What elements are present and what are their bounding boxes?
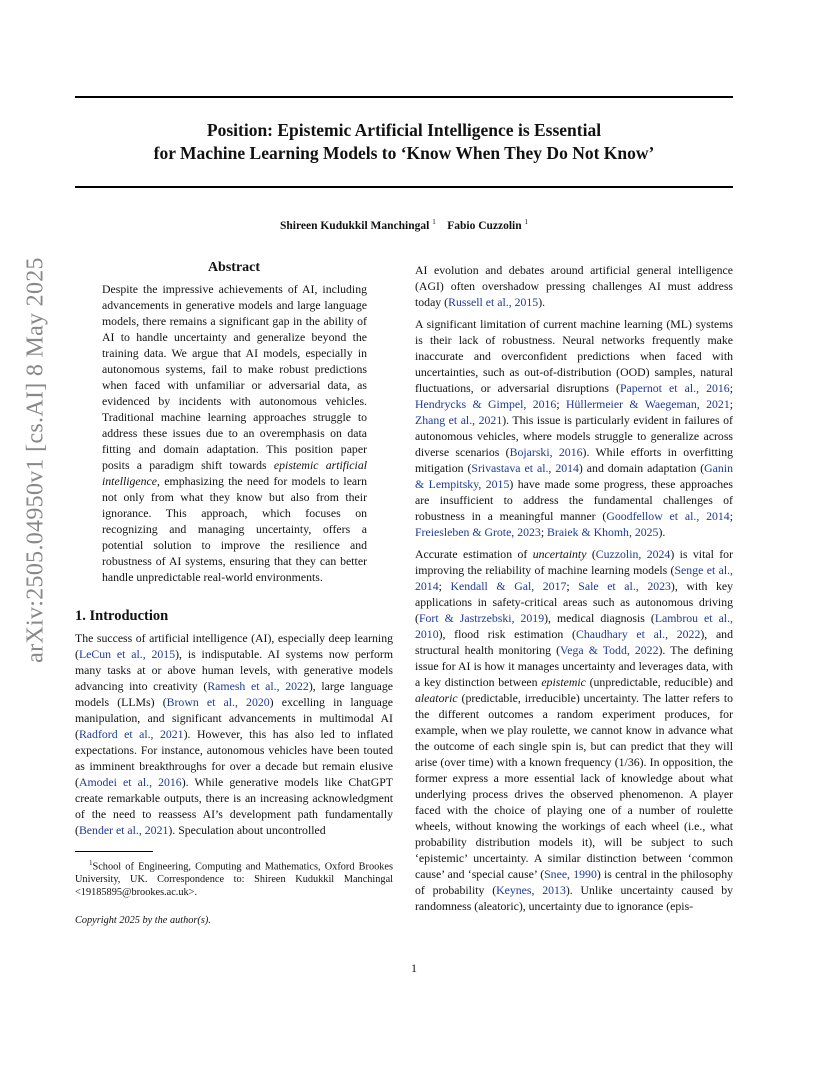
author-list <box>75 218 733 232</box>
text-run: ). <box>538 295 546 309</box>
author-name: Shireen Kudukkil Manchingal <box>279 219 430 232</box>
author-affiliation-mark: 1 <box>524 218 529 226</box>
emphasis: epistemic <box>541 675 586 689</box>
citation-link[interactable]: Srivastava et al., 2014 <box>471 461 579 475</box>
body-paragraph <box>415 262 733 310</box>
citation-link[interactable]: Freiesleben & Grote, 2023 <box>415 525 541 539</box>
citation-link[interactable]: Keynes, 2013 <box>496 883 566 897</box>
citation-link[interactable]: Hendrycks & Gimpel, 2016 <box>415 397 557 411</box>
text-run: ; <box>729 381 733 395</box>
citation-link[interactable]: Cuzzolin, 2024 <box>595 547 671 561</box>
text-run: ). Unlike uncertainty caused by randomness (aleatoric), uncertainty due to ignorance (epis- <box>415 883 733 913</box>
text-run: (predictable, irreducible) uncertainty. The latter refers to the different outcomes a random experiment produces, for example, when we play roulette, we cannot know in advance what the outcome of each single spin is, but can predict that they will arise (over time) with a known frequency (1/36). In opposition, the former express a more essential lack of knowledge about what underlying process drives the observed phenomenon. A player faced with the choice of playing one of a number of roulette wheels, without knowing the workings of each wheel (i.e., what probability distribution models it), will be subject to such ‘epistemic’ uncertainty. A similar distinction between ‘common cause’ and ‘special cause’ ( <box>415 691 733 881</box>
citation-link[interactable]: Goodfellow et al., 2014 <box>606 509 730 523</box>
text-run: ; <box>566 579 579 593</box>
paper-title <box>75 119 733 165</box>
text-run: ; <box>729 397 734 411</box>
text-run: ), medical diagnosis ( <box>544 611 655 625</box>
citation-link[interactable]: Brown et al., 2020 <box>166 695 270 709</box>
citation-link[interactable]: Sale et al., 2023 <box>578 579 671 593</box>
left-column <box>75 260 393 926</box>
citation-link[interactable]: Fort & Jastrzebski, 2019 <box>418 611 545 625</box>
page-number: 1 <box>411 961 417 975</box>
text-run: ; <box>540 525 548 539</box>
citation-link[interactable]: Papernot et al., 2016 <box>619 381 730 395</box>
text-run: ; <box>556 397 566 411</box>
right-column <box>415 262 733 920</box>
abstract-text <box>102 281 367 585</box>
affiliation-footnote <box>75 857 393 899</box>
text-run: ). While generative models like ChatGPT create remarkable outputs, there is an increasing acknowledgment of the need to reassess AI’s development path fundamentally ( <box>75 775 393 837</box>
title-rule-bottom <box>75 186 733 188</box>
citation-link[interactable]: Lambrou et al., 2010 <box>415 611 733 641</box>
title-rule-top <box>75 96 733 98</box>
emphasis: aleatoric <box>415 691 458 705</box>
citation-link[interactable]: Ganin & Lempitsky, 2015 <box>415 461 733 491</box>
abstract-heading: Abstract <box>207 260 261 275</box>
citation-link[interactable]: Zhang et al., 2021 <box>415 413 503 427</box>
text-run: Accurate estimation of <box>415 547 533 561</box>
citation-link[interactable]: Radford et al., 2021 <box>78 727 184 741</box>
text-run: ) is central in the philosophy of probability ( <box>415 867 733 897</box>
citation-link[interactable]: Bender et al., 2021 <box>78 823 169 837</box>
citation-link[interactable]: Snee, 1990 <box>544 867 597 881</box>
text-run: The success of artificial intelligence (AI), especially deep learning ( <box>75 631 393 661</box>
text-run: ; <box>438 579 451 593</box>
text-run: ). The defining issue for AI is how it manages uncertainty and leverages data, with a key distinction between <box>415 643 733 689</box>
body-paragraph <box>415 316 733 540</box>
body-paragraph <box>415 546 733 914</box>
text-run: ). This issue is particularly evident in failures of autonomous vehicles, where models struggle to generalize across diverse scenarios ( <box>415 413 733 459</box>
footnote-separator <box>75 851 153 852</box>
arxiv-side-label: arXiv:2505.04950v1 [cs.AI] 8 May 2025 <box>22 257 49 663</box>
citation-link[interactable]: Braiek & Khomh, 2025 <box>547 525 659 539</box>
text-run: Despite the impressive achievements of AI, including advancements in generative models and large language models, there remains a significant gap in the ability of AI to handle uncertainty and generalize beyond the training data. We argue that AI models, especially in autonomous systems, fail to make robust predictions when faced with unfamiliar or adversarial data, as evidenced by incidents with autonomous vehicles. Traditional machine learning approaches struggle to address these issues due to an overemphasis on data fitting and domain adaptation. This position paper posits a paradigm shift towards <box>102 282 367 472</box>
text-run: ). However, this has also led to inflated expectations. For instance, autonomous vehicles have been touted as imminent breakthroughs for over a decade but remain elusive ( <box>75 727 393 789</box>
section-heading-introduction: 1. Introduction <box>75 608 169 624</box>
footnote-mark: 1 <box>89 859 93 867</box>
citation-link[interactable]: Russell et al., 2015 <box>448 295 539 309</box>
text-run: AI evolution and debates around artificial general intelligence (AGI) often overshadow pressing challenges AI must address today ( <box>415 263 733 309</box>
footnote-text: School of Engineering, Computing and Mathematics, Oxford Brookes University, UK. Correspondence to: Shireen Kudukkil Manchingal <19185895@brookes.ac.uk>. <box>75 861 393 899</box>
citation-link[interactable]: LeCun et al., 2015 <box>78 647 176 661</box>
text-run: , emphasizing the need for models to learn not only from what they know but also from their ignorance. This approach, which focuses on recognizing and managing uncertainty, offers a potential solution to improve the resilience and robustness of AI systems, ensuring that they can better handle unpredictable real-world environments. <box>102 474 367 584</box>
text-run: ; <box>729 509 733 523</box>
text-run: ( <box>586 547 596 561</box>
title-line-2: for Machine Learning Models to ‘Know When They Do Not Know’ <box>153 143 655 163</box>
text-run: A significant limitation of current machine learning (ML) systems is their lack of robustness. Neural networks frequently make inaccurate and overconfident predictions when faced with uncertainties, such as out-of-distribution (OOD) samples, natural fluctuations, or adversarial disruptions ( <box>415 317 733 395</box>
citation-link[interactable]: Kendall & Gal, 2017 <box>450 579 567 593</box>
text-run: ) is vital for improving the reliability of machine learning models ( <box>415 547 733 577</box>
text-run: ). Speculation about uncontrolled <box>168 823 326 837</box>
text-run: ), with key applications in safety-critical areas such as autonomous driving ( <box>415 579 734 625</box>
emphasis: uncertainty <box>532 547 587 561</box>
author-affiliation-mark: 1 <box>432 218 436 226</box>
text-run: ). <box>658 525 666 539</box>
text-run: ) have made some progress, these approaches are insufficient to address the fundamental challenges of robustness in a meaningful manner ( <box>415 477 733 523</box>
emphasis: epistemic artificial intelligence <box>102 458 367 488</box>
citation-link[interactable]: Bojarski, 2016 <box>509 445 583 459</box>
text-run: ), flood risk estimation ( <box>438 627 576 641</box>
citation-link[interactable]: Hüllermeier & Waegeman, 2021 <box>566 397 730 411</box>
citation-link[interactable]: Chaudhary et al., 2022 <box>575 627 701 641</box>
citation-link[interactable]: Amodei et al., 2016 <box>78 775 182 789</box>
text-run: (unpredictable, reducible) and <box>585 675 733 689</box>
introduction-paragraph <box>75 630 393 838</box>
text-run: ) excelling in language manipulation, and significant advancements in multimodal AI ( <box>75 695 393 741</box>
copyright-notice: Copyright 2025 by the author(s). <box>75 915 211 927</box>
title-line-1: Position: Epistemic Artificial Intelligence is Essential <box>206 120 602 140</box>
citation-link[interactable]: Ramesh et al., 2022 <box>207 679 309 693</box>
text-run: ) and domain adaptation ( <box>578 461 705 475</box>
text-run: ). While efforts in overfitting mitigation ( <box>415 445 734 475</box>
text-run: ), and structural health monitoring ( <box>415 627 733 657</box>
text-run: ), large language models (LLMs) ( <box>75 679 393 709</box>
author-name: Fabio Cuzzolin <box>447 219 522 232</box>
text-run: ), is indisputable. AI systems now perform many tasks at or above human levels, with generative models advancing into creativity ( <box>75 647 393 693</box>
citation-link[interactable]: Vega & Todd, 2022 <box>560 643 659 657</box>
citation-link[interactable]: Senge et al., 2014 <box>415 563 734 593</box>
